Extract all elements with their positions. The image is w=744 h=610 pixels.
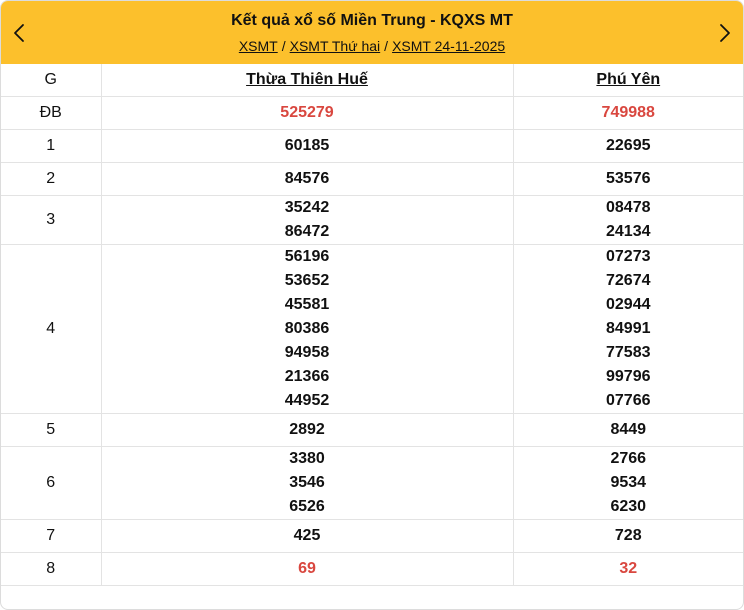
prize-name: 6 <box>1 447 101 520</box>
result-number: 6230 <box>610 498 647 515</box>
breadcrumb-link-xsmt[interactable]: XSMT <box>238 38 278 54</box>
result-number: 53652 <box>284 272 330 289</box>
result-number: 9534 <box>610 474 647 491</box>
chevron-left-icon <box>13 23 25 43</box>
result-cell-thua-thien-hue <box>101 414 513 447</box>
result-number: 24134 <box>606 223 651 240</box>
prev-day-button[interactable] <box>9 22 29 44</box>
result-number: 425 <box>293 527 321 544</box>
table-row <box>1 520 743 553</box>
result-number: 07766 <box>606 392 651 409</box>
result-number: 69 <box>298 560 316 577</box>
table-row <box>1 196 743 245</box>
result-number: 21366 <box>284 368 330 385</box>
result-number: 32 <box>619 560 638 577</box>
prize-name: 4 <box>1 245 101 414</box>
result-cell-phu-yen <box>513 196 743 245</box>
table-row <box>1 245 743 414</box>
result-number: 749988 <box>601 104 655 121</box>
result-number: 84576 <box>284 170 330 187</box>
next-day-button[interactable] <box>715 22 735 44</box>
result-cell-phu-yen <box>513 130 743 163</box>
result-number: 02944 <box>606 296 651 313</box>
result-cell-phu-yen <box>513 245 743 414</box>
results-table <box>1 64 743 586</box>
result-number: 44952 <box>284 392 330 409</box>
result-cell-thua-thien-hue <box>101 130 513 163</box>
result-number: 72674 <box>606 272 651 289</box>
chevron-right-icon <box>719 23 731 43</box>
result-number: 6526 <box>289 498 325 515</box>
header-bar <box>1 1 743 64</box>
result-number: 77583 <box>606 344 651 361</box>
result-cell-thua-thien-hue <box>101 196 513 245</box>
province-header-phu-yen[interactable]: Phú Yên <box>513 64 743 97</box>
result-cell-thua-thien-hue <box>101 97 513 130</box>
breadcrumb-separator: / <box>281 38 286 54</box>
page-title: Kết quả xổ số Miền Trung - KQXS MT <box>231 12 513 29</box>
result-cell-phu-yen <box>513 414 743 447</box>
result-number: 86472 <box>284 223 330 240</box>
result-cell-phu-yen <box>513 520 743 553</box>
prize-column-header: G <box>1 64 101 97</box>
result-number: 35242 <box>284 199 330 216</box>
province-header-thua-thien-hue[interactable]: Thừa Thiên Huế <box>101 64 513 97</box>
table-row <box>1 553 743 586</box>
result-cell-thua-thien-hue <box>101 553 513 586</box>
result-number: 60185 <box>284 137 330 154</box>
prize-name: ĐB <box>1 97 101 130</box>
prize-name: 1 <box>1 130 101 163</box>
result-number: 3380 <box>289 450 325 467</box>
table-header-row <box>1 64 743 97</box>
table-row <box>1 130 743 163</box>
prize-name: 3 <box>1 196 101 245</box>
result-cell-thua-thien-hue <box>101 163 513 196</box>
prize-name: 5 <box>1 414 101 447</box>
table-row <box>1 414 743 447</box>
breadcrumb-separator: / <box>384 38 389 54</box>
result-cell-phu-yen <box>513 97 743 130</box>
prize-name: 8 <box>1 553 101 586</box>
result-number: 728 <box>614 527 642 544</box>
breadcrumb-link-weekday[interactable]: XSMT Thứ hai <box>289 38 381 54</box>
breadcrumb-link-date[interactable]: XSMT 24-11-2025 <box>392 38 506 54</box>
result-cell-thua-thien-hue <box>101 447 513 520</box>
result-cell-phu-yen <box>513 163 743 196</box>
result-number: 80386 <box>284 320 330 337</box>
result-cell-thua-thien-hue <box>101 520 513 553</box>
prize-name: 2 <box>1 163 101 196</box>
result-number: 07273 <box>606 248 651 265</box>
result-number: 2892 <box>289 421 325 438</box>
result-number: 53576 <box>606 170 651 187</box>
result-number: 8449 <box>610 421 647 438</box>
table-row <box>1 447 743 520</box>
result-number: 99796 <box>606 368 651 385</box>
breadcrumb <box>1 38 743 54</box>
result-number: 45581 <box>284 296 330 313</box>
result-number: 08478 <box>606 199 651 216</box>
result-number: 56196 <box>284 248 330 265</box>
result-cell-thua-thien-hue <box>101 245 513 414</box>
results-body <box>1 97 743 586</box>
result-number: 84991 <box>606 320 651 337</box>
result-number: 22695 <box>606 137 651 154</box>
prize-name: 7 <box>1 520 101 553</box>
result-cell-phu-yen <box>513 447 743 520</box>
result-number: 94958 <box>284 344 330 361</box>
result-cell-phu-yen <box>513 553 743 586</box>
table-row <box>1 163 743 196</box>
result-number: 3546 <box>289 474 325 491</box>
result-number: 525279 <box>280 104 334 121</box>
table-row <box>1 97 743 130</box>
result-number: 2766 <box>610 450 647 467</box>
